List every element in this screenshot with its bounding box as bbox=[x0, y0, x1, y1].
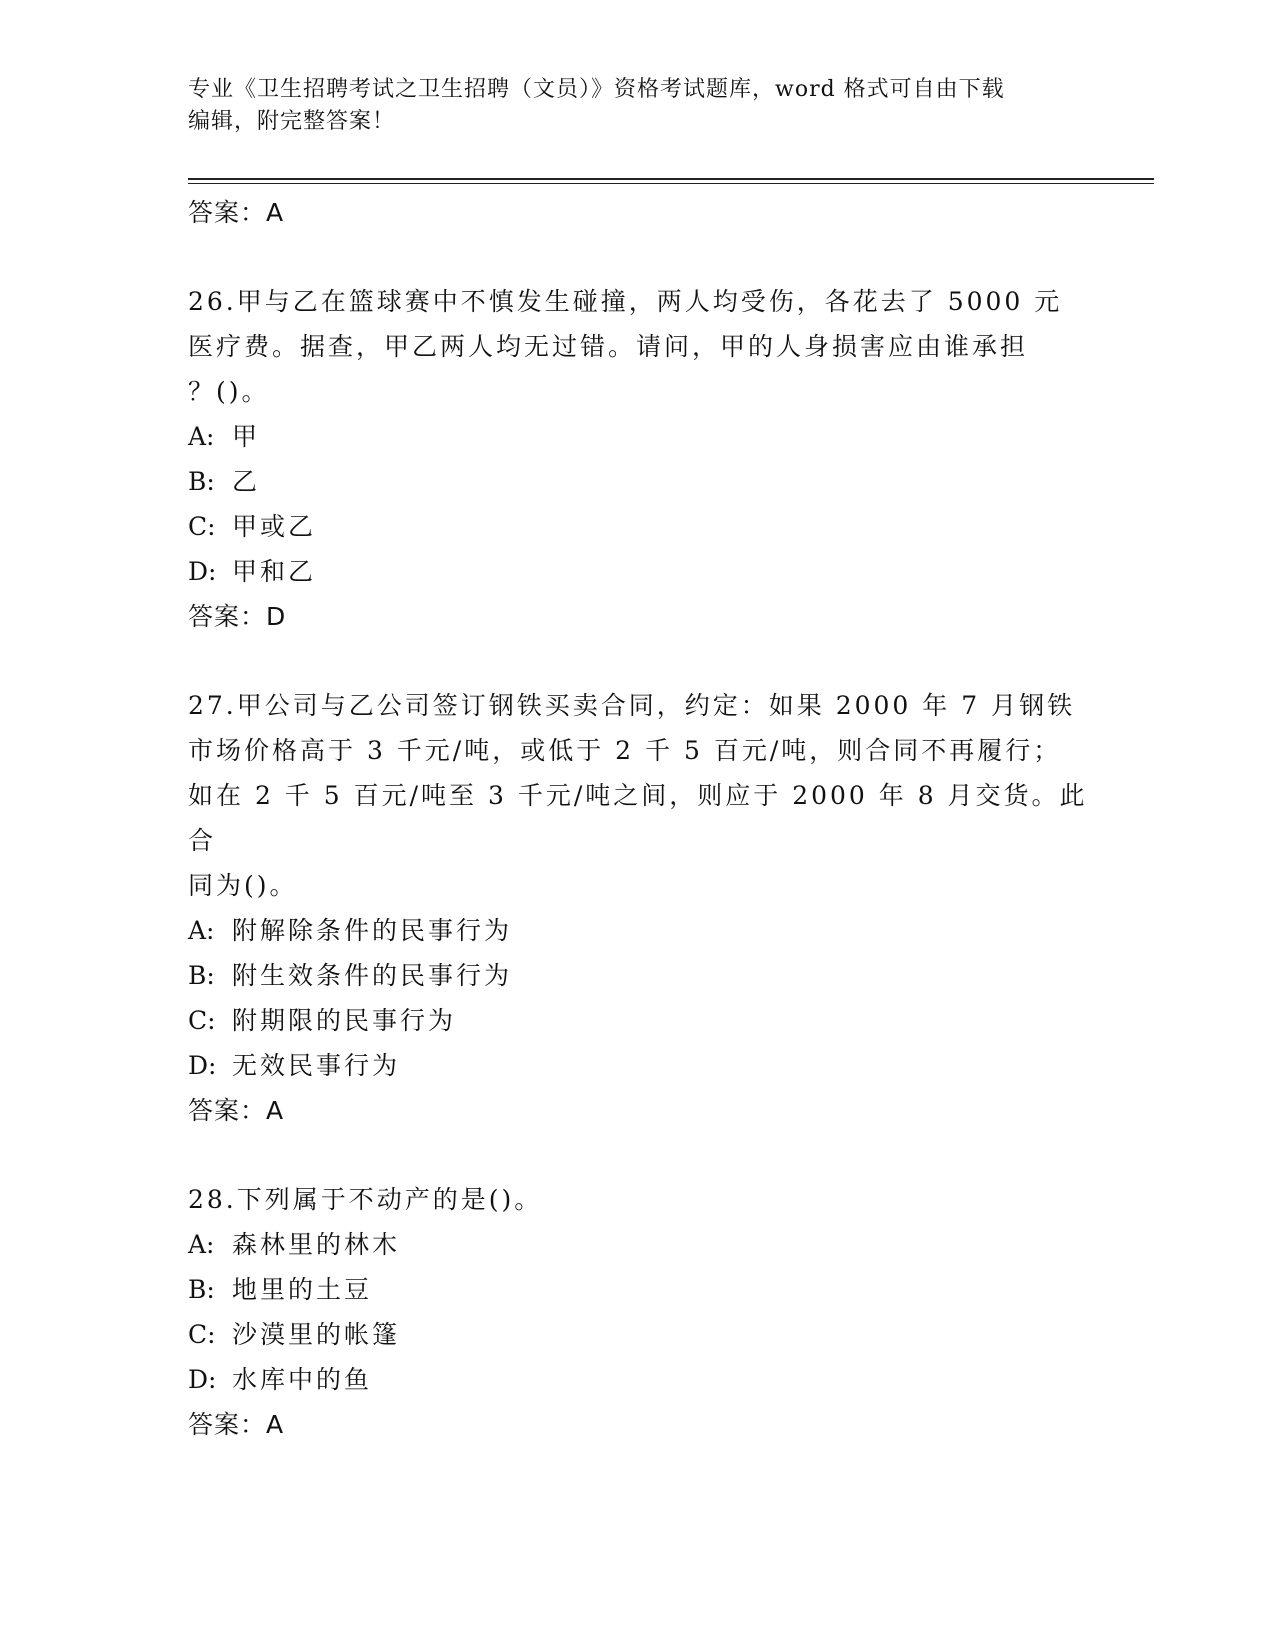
header-divider-thick bbox=[188, 178, 1154, 180]
option-a bbox=[188, 414, 1088, 459]
option-text: 附期限的民事行为 bbox=[232, 1006, 457, 1035]
option-c bbox=[188, 998, 1088, 1043]
option-key: C: bbox=[188, 1320, 216, 1349]
option-key: D: bbox=[188, 557, 217, 586]
question-text bbox=[188, 683, 1088, 908]
option-d bbox=[188, 1043, 1088, 1088]
answer-line: 答案：D bbox=[188, 602, 287, 631]
question-26 bbox=[188, 279, 1088, 639]
option-text: 乙 bbox=[232, 467, 261, 496]
option-b bbox=[188, 459, 1088, 504]
header-line-2: 编辑，附完整答案！ bbox=[188, 109, 396, 134]
question-text bbox=[188, 1177, 1088, 1222]
question-27 bbox=[188, 683, 1088, 1133]
question-line: 28.下列属于不动产的是()。 bbox=[188, 1185, 543, 1214]
option-key: C: bbox=[188, 512, 216, 541]
question-line: 市场价格高于 3 千元/吨，或低于 2 千 5 百元/吨，则合同不再履行； bbox=[188, 736, 1062, 765]
option-text: 地里的土豆 bbox=[232, 1275, 373, 1304]
option-key: A: bbox=[188, 422, 215, 451]
question-line: ？()。 bbox=[188, 377, 270, 406]
option-key: A: bbox=[188, 1230, 215, 1259]
option-text: 森林里的林木 bbox=[232, 1230, 401, 1259]
option-key: C: bbox=[188, 1006, 216, 1035]
answer-line: 答案：A bbox=[188, 1410, 285, 1439]
option-text: 水库中的鱼 bbox=[232, 1365, 373, 1394]
question-text bbox=[188, 279, 1088, 414]
answer-line: 答案：A bbox=[188, 1096, 285, 1125]
option-b bbox=[188, 1267, 1088, 1312]
option-d bbox=[188, 549, 1088, 594]
option-key: B: bbox=[188, 467, 215, 496]
option-c bbox=[188, 1312, 1088, 1357]
option-key: B: bbox=[188, 1275, 215, 1304]
question-line: 医疗费。据查，甲乙两人均无过错。请问，甲的人身损害应由谁承担 bbox=[188, 332, 1029, 361]
option-text: 无效民事行为 bbox=[232, 1051, 401, 1080]
option-text: 甲 bbox=[232, 422, 261, 451]
option-text: 附解除条件的民事行为 bbox=[232, 916, 513, 945]
option-b bbox=[188, 953, 1088, 998]
question-line: 26.甲与乙在篮球赛中不慎发生碰撞，两人均受伤，各花去了 5000 元 bbox=[188, 287, 1063, 316]
question-line: 同为()。 bbox=[188, 871, 298, 900]
option-key: A: bbox=[188, 916, 215, 945]
header-divider-thin bbox=[188, 183, 1154, 184]
option-text: 沙漠里的帐篷 bbox=[232, 1320, 401, 1349]
option-key: B: bbox=[188, 961, 215, 990]
answer-line: 答案：A bbox=[188, 198, 285, 227]
option-key: D: bbox=[188, 1365, 217, 1394]
question-line: 如在 2 千 5 百元/吨至 3 千元/吨之间，则应于 2000 年 8 月交货。此合 bbox=[188, 781, 1088, 855]
option-text: 附生效条件的民事行为 bbox=[232, 961, 513, 990]
header-line-1: 专业《卫生招聘考试之卫生招聘（文员）》资格考试题库，word 格式可自由下载 bbox=[188, 77, 1005, 102]
option-text: 甲和乙 bbox=[232, 557, 317, 586]
option-c bbox=[188, 504, 1088, 549]
option-a bbox=[188, 1222, 1088, 1267]
option-a bbox=[188, 908, 1088, 953]
document-body bbox=[188, 188, 1088, 1447]
question-line: 27.甲公司与乙公司签订钢铁买卖合同，约定：如果 2000 年 7 月钢铁 bbox=[188, 691, 1076, 720]
question-28 bbox=[188, 1177, 1088, 1447]
option-text: 甲或乙 bbox=[232, 512, 317, 541]
option-d bbox=[188, 1357, 1088, 1402]
option-key: D: bbox=[188, 1051, 217, 1080]
document-header bbox=[188, 74, 1088, 138]
